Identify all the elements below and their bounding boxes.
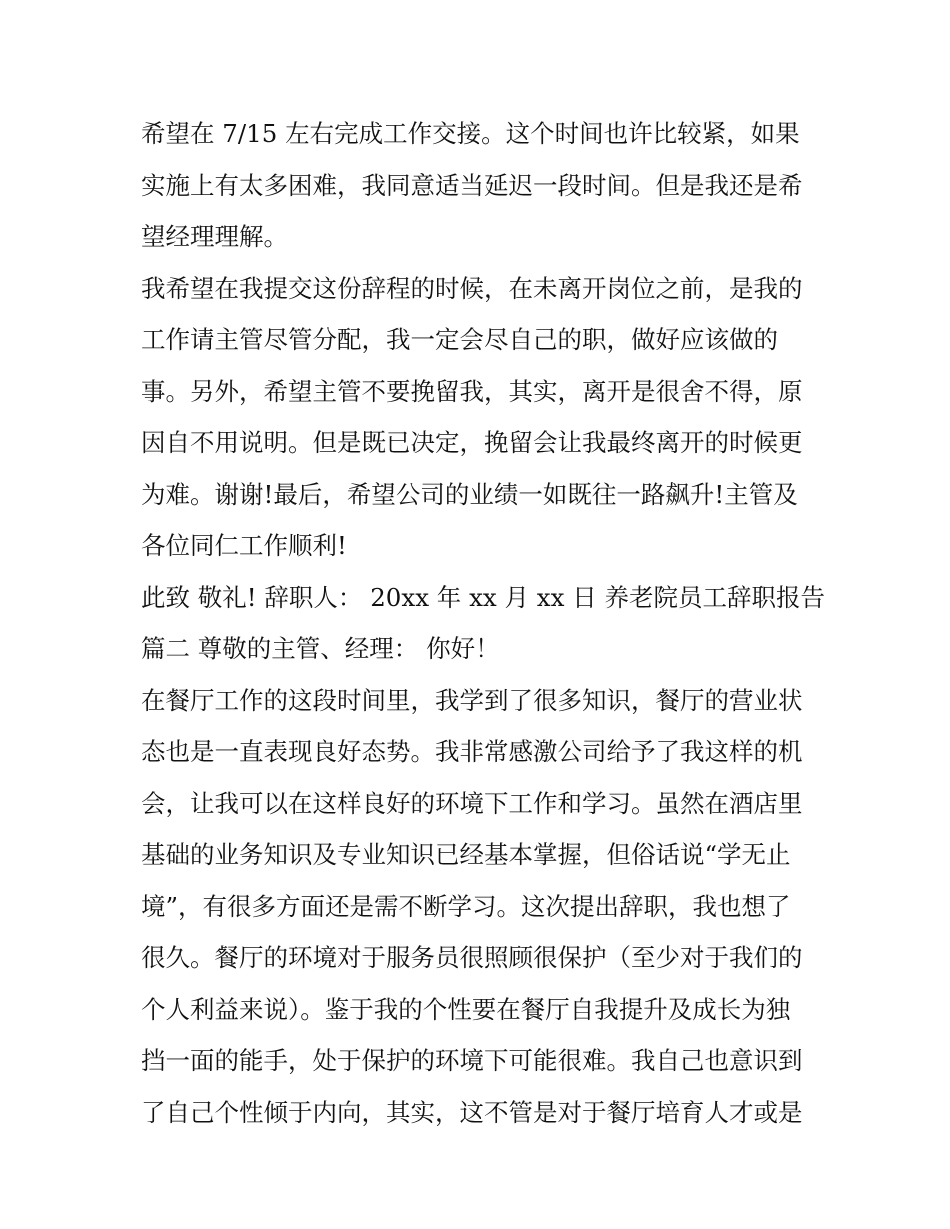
text-line: 基础的业务知识及专业知识已经基本掌握，但俗话说“学无止 — [141, 840, 791, 869]
text-line: 此致 敬礼! 辞职人： 20xx 年 xx 月 xx 日 养老院员工辞职报告 — [141, 582, 826, 612]
text-line: 事。另外，希望主管不要挽留我，其实，离开是很舍不得，原 — [141, 376, 803, 406]
text-line: 境”，有很多方面还是需不断学习。这次提出辞职，我也想了 — [141, 891, 791, 921]
text-line: 工作请主管尽管分配，我一定会尽自己的职，做好应该做的 — [141, 325, 778, 354]
text-line: 很久。餐厅的环境对于服务员很照顾很保护（至少对于我们的 — [141, 943, 803, 972]
text-line: 会，让我可以在这样良好的环境下工作和学习。虽然在酒店里 — [141, 788, 803, 818]
text-line: 挡一面的能手，处于保护的环境下可能很难。我自己也意识到 — [141, 1046, 803, 1075]
text-line: 希望在 7/15 左右完成工作交接。这个时间也许比较紧，如果 — [141, 119, 800, 148]
text-line: 了自己个性倾于内向，其实，这不管是对于餐厅培育人才或是 — [141, 1097, 803, 1127]
text-line: 各位同仁工作顺利! — [141, 531, 347, 560]
text-line: 态也是一直表现良好态势。我非常感激公司给予了我这样的机 — [141, 737, 803, 766]
text-line: 实施上有太多困难，我同意适当延迟一段时间。但是我还是希 — [141, 170, 803, 200]
text-line: 为难。谢谢!最后，希望公司的业绩一如既往一路飙升!主管及 — [141, 479, 798, 509]
text-line: 望经理理解。 — [141, 222, 288, 251]
text-line: 因自不用说明。但是既已决定，挽留会让我最终离开的时候更 — [141, 428, 803, 457]
text-line: 篇二 尊敬的主管、经理： 你好！ — [141, 634, 500, 663]
document-body — [141, 108, 826, 1138]
text-line: 我希望在我提交这份辞程的时候，在未离开岗位之前，是我的 — [141, 273, 803, 303]
text-line: 在餐厅工作的这段时间里，我学到了很多知识，餐厅的营业状 — [141, 685, 803, 715]
text-line: 个人利益来说）。鉴于我的个性要在餐厅自我提升及成长为独 — [141, 994, 791, 1024]
